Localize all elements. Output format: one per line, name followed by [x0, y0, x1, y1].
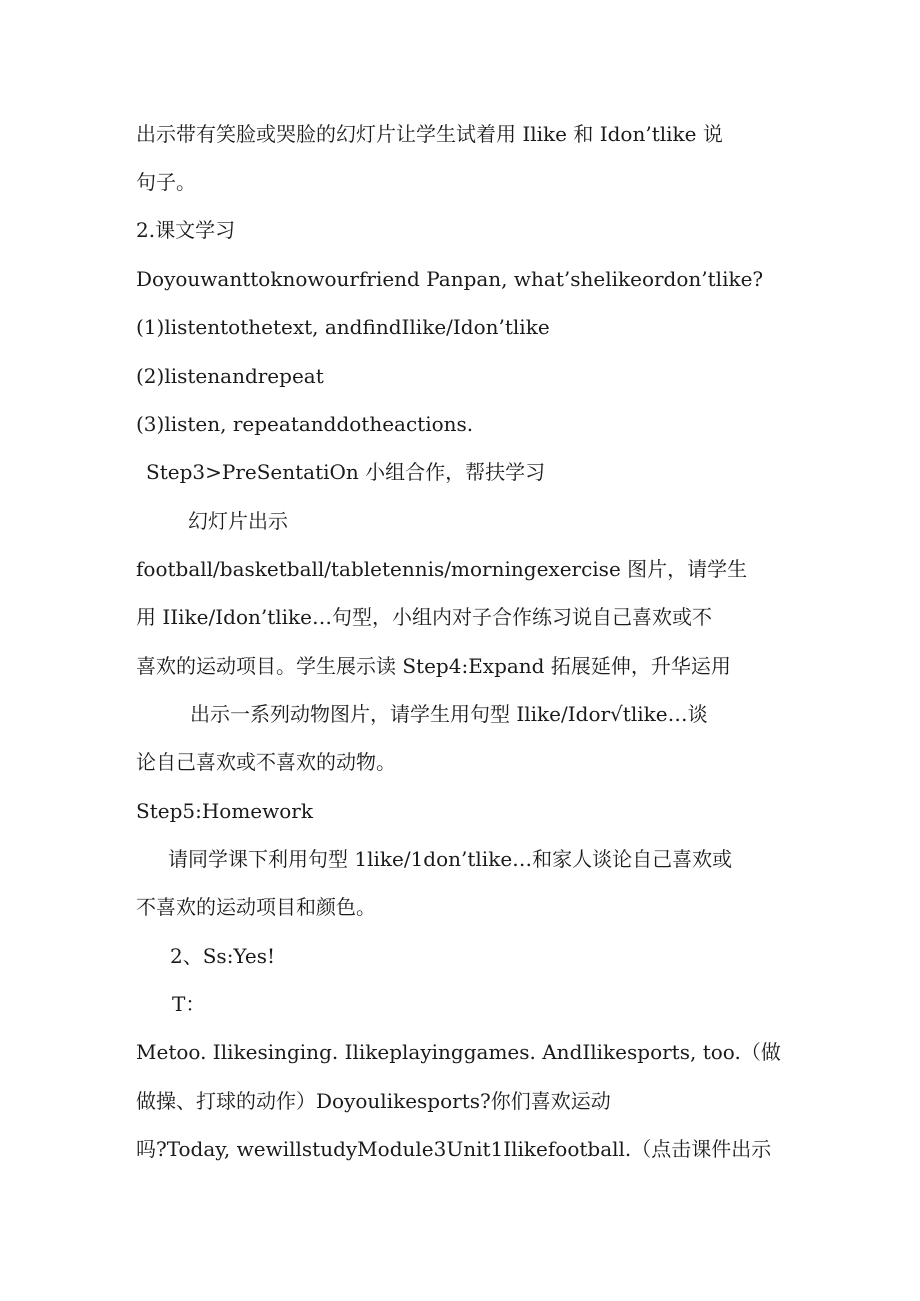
text-line-7: (3)listen, repeatanddotheactions. — [136, 412, 474, 436]
section-heading-text-study: 2.课文学习 — [136, 218, 236, 242]
text-line-17: 不喜欢的运动项目和颜色。 — [136, 895, 376, 919]
text-line-13: 出示一系列动物图片，请学生用句型 Ilike/Idor√tlike…谈 — [190, 702, 708, 726]
text-line-2: 句子。 — [136, 170, 196, 194]
text-line-10: football/basketball/tabletennis/morningexercise 图片，请学生 — [136, 557, 748, 581]
text-line-11: 用 IIike/Idon’tlike…句型，小组内对子合作练习说自己喜欢或不 — [136, 605, 713, 629]
text-line-18: 2、Ss:Yes! — [170, 944, 276, 968]
step3-heading: Step3>PreSentatiOn 小组合作，帮扶学习 — [146, 460, 546, 484]
text-line-19: T： — [172, 992, 206, 1016]
text-line-4: Doyouwanttoknowourfriend Panpan, what’shelikeordon’tlike? — [136, 267, 764, 291]
text-line-5: (1)listentothetext, andfindIlike/Idon’tlike — [136, 315, 550, 339]
text-line-22: 吗?Today, wewillstudyModule3Unit1Ilikefootball.（点击课件出示 — [136, 1137, 772, 1161]
text-line-6: (2)listenandrepeat — [136, 364, 324, 388]
text-line-16: 请同学课下利用句型 1like/1don’tlike…和家人谈论自己喜欢或 — [168, 847, 733, 871]
text-line-9: 幻灯片出示 — [188, 509, 288, 533]
text-line-12: 喜欢的运动项目。学生展示读 Step4:Expand 拓展延伸，升华运用 — [136, 654, 731, 678]
text-line-20: Metoo. Ilikesinging. Ilikeplayinggames. AndIlikesports, too.（做 — [136, 1040, 781, 1064]
step5-heading: Step5:Homework — [136, 799, 313, 823]
text-line-14: 论自己喜欢或不喜欢的动物。 — [136, 750, 396, 774]
text-line-1: 出示带有笑脸或哭脸的幻灯片让学生试着用 Ilike 和 Idon’tlike 说 — [136, 122, 723, 146]
text-line-21: 做操、打球的动作）Doyoulikesports?你们喜欢运动 — [136, 1089, 611, 1113]
